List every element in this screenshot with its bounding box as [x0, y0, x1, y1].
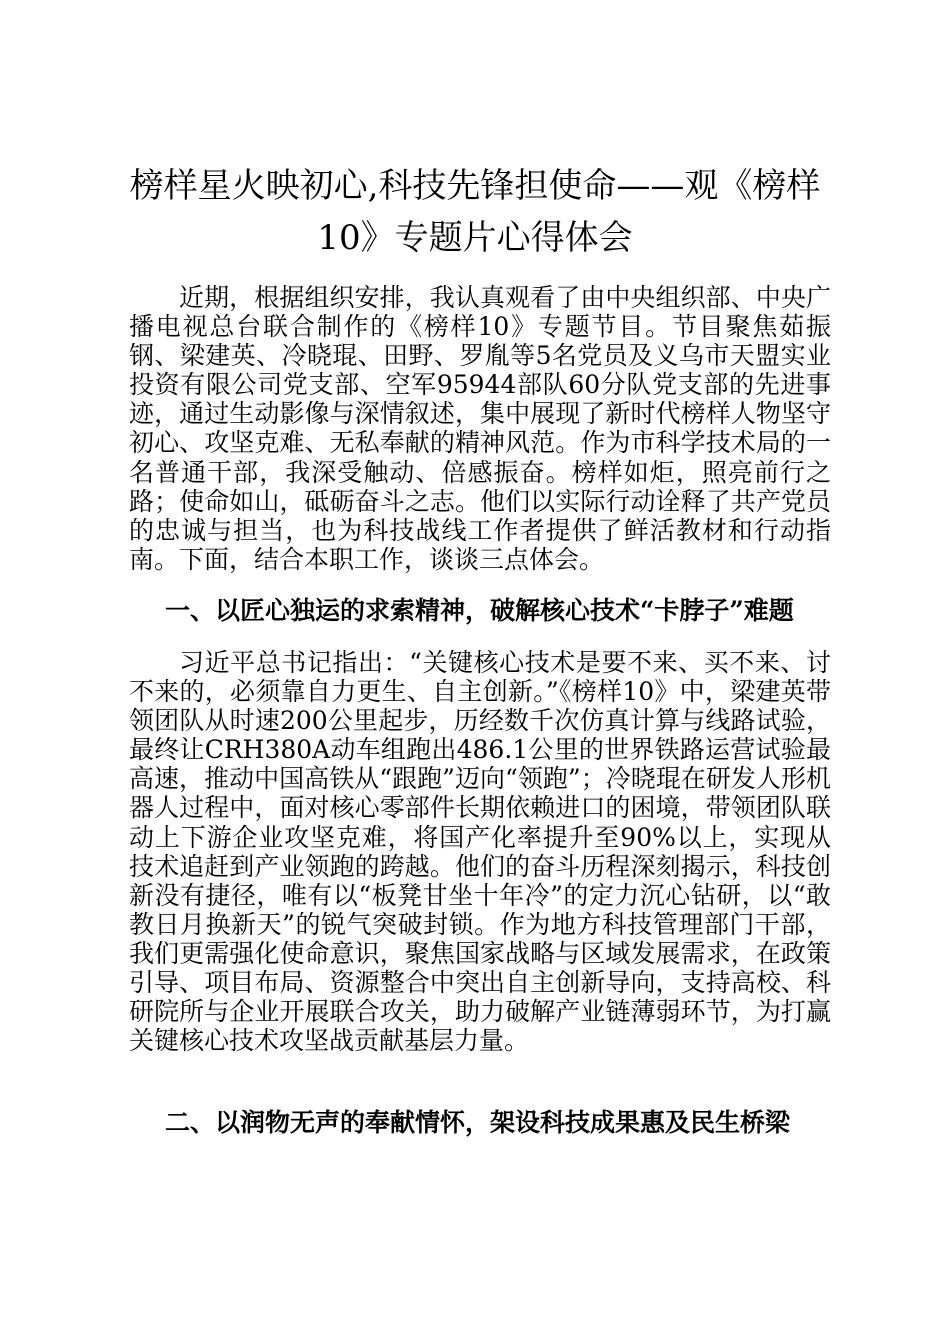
section-1-paragraph: 习近平总书记指出：“关键核心技术是要不来、买不来、讨不来的，必须靠自力更生、自主创新。”《榜样10》中，梁建英带领团队从时速200公里起步，历经数千次仿真计算与线路试验，最终让CRH380A动车组跑出486.1公里的世界铁路运营试验最高速，推动中国高铁从“跟跑”迈向“领跑”；冷晓琨在研发人形机器人过程中，面对核心零部件长期依赖进口的困境，带领团队联动上下游企业攻坚克难，将国产化率提升至90%以上，实现从技术追赶到产业领跑的跨越。他们的奋斗历程深刻揭示，科技创新没有捷径，唯有以“板凳甘坐十年冷”的定力沉心钻研，以“敢教日月换新天”的锐气突破封锁。作为地方科技管理部门干部，我们更需强化使命意识，聚焦国家战略与区域发展需求，在政策引导、项目布局、资源整合中突出自主创新导向，支持高校、科研院所与企业开展联合攻关，助力破解产业链薄弱环节，为打赢关键核心技术攻坚战贡献基层力量。 [129, 648, 831, 1056]
section-heading-1: 一、以匠心独运的求索精神，破解核心技术“卡脖子”难题 [165, 596, 794, 625]
section-heading-2: 二、以润物无声的奉献情怀，架设科技成果惠及民生桥梁 [165, 1108, 791, 1137]
intro-paragraph: 近期，根据组织安排，我认真观看了由中央组织部、中央广播电视总台联合制作的《榜样10》专题节目。节目聚焦茹振钢、梁建英、冷晓琨、田野、罗胤等5名党员及义乌市天盟实业投资有限公司党支部、空军95944部队60分队党支部的先进事迹，通过生动影像与深情叙述，集中展现了新时代榜样人物坚守初心、攻坚克难、无私奉献的精神风范。作为市科学技术局的一名普通干部，我深受触动、倍感振奋。榜样如炬，照亮前行之路；使命如山，砥砺奋斗之志。他们以实际行动诠释了共产党员的忠诚与担当，也为科技战线工作者提供了鲜活教材和行动指南。下面，结合本职工作，谈谈三点体会。 [129, 283, 831, 574]
document-title: 榜样星火映初心,科技先锋担使命——观《榜样10》专题片心得体会 [129, 166, 821, 258]
